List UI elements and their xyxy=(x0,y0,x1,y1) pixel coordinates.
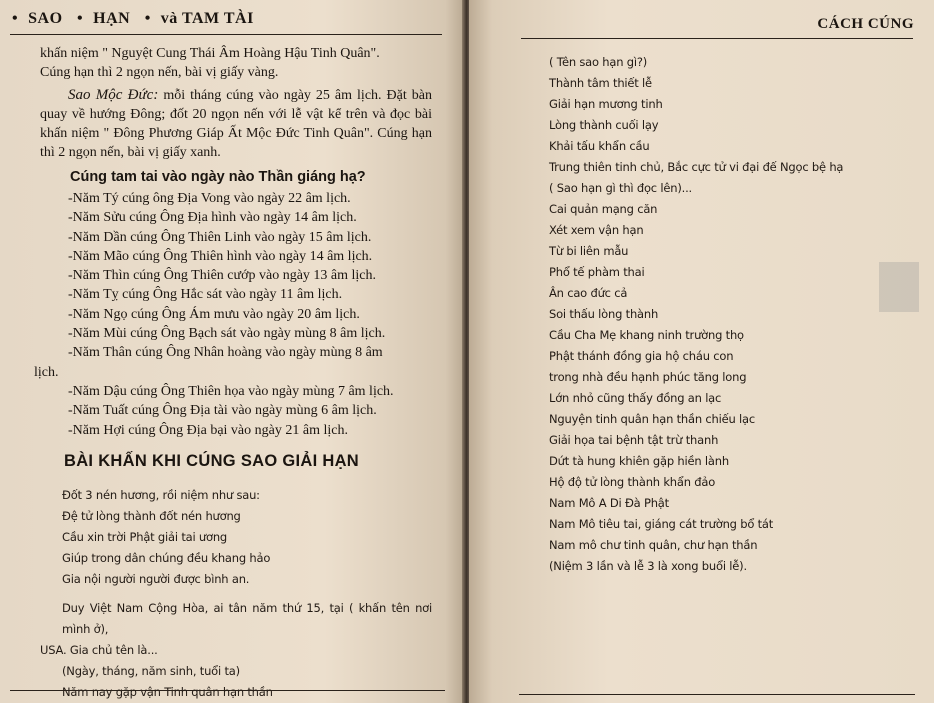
prayer-line: Giải hạn mương tinh xyxy=(549,97,663,111)
right-page xyxy=(469,0,934,703)
header-item-tamtai: và TAM TÀI xyxy=(160,10,254,27)
prayer-line: Nam mô chư tinh quân, chư hạn thần xyxy=(549,538,758,552)
list-item: -Năm Tuất cúng Ông Địa tài vào ngày mùng 6 âm lịch. xyxy=(68,403,377,419)
list-item: -Năm Ngọ cúng Ông Ám mưu vào ngày 20 âm lịch. xyxy=(68,306,360,322)
prayer-block xyxy=(40,485,432,590)
list-item: -Năm Hợi cúng Ông Địa bại vào ngày 21 âm lịch. xyxy=(68,422,348,438)
header-rule-right xyxy=(521,38,913,39)
header-item-sao: SAO xyxy=(28,10,63,27)
prayer-heading: BÀI KHẤN KHI CÚNG SAO GIẢI HẠN xyxy=(64,451,360,470)
prayer-line: trong nhà đều hạnh phúc tăng long xyxy=(549,370,747,384)
header-item-han: HẠN xyxy=(93,10,131,27)
prayer-line: Cầu Cha Mẹ khang ninh trường thọ xyxy=(549,328,744,342)
closing-block xyxy=(40,598,432,703)
prayer-line: Giải họa tai bệnh tật trừ thanh xyxy=(549,433,719,447)
list-item: -Năm Dần cúng Ông Thiên Linh vào ngày 15 âm lịch. xyxy=(68,229,372,245)
list-item: -Năm Mão cúng Ông Thiên hình vào ngày 14 âm lịch. xyxy=(68,248,373,264)
prayer-line: Lòng thành cuối lạy xyxy=(549,118,659,132)
prayer-line: Dứt tà hung khiên gặp hiền lành xyxy=(549,454,729,468)
list-item: -Năm Tỵ cúng Ông Hắc sát vào ngày 11 âm lịch. xyxy=(68,287,343,303)
list-item: -Năm Dậu cúng Ông Thiên họa vào ngày mùng 7 âm lịch. xyxy=(68,383,394,399)
prayer-line: Nam Mô A Di Đà Phật xyxy=(549,496,669,510)
prayer-line: (Niệm 3 lần và lễ 3 là xong buổi lễ). xyxy=(549,559,747,573)
prayer-line: Từ bi liên mẫu xyxy=(549,244,629,258)
closing-line: Năm nay gặp vận Tinh quân hạn thần xyxy=(62,684,273,699)
prayer-line: Khải tấu khẩn cầu xyxy=(549,139,650,153)
para1-line1: khấn niệm " Nguyệt Cung Thái Âm Hoàng Hậu Tinh Quân". xyxy=(40,46,380,61)
prayer-line: Nam Mô tiêu tai, giáng cát trường bổ tát xyxy=(549,517,774,531)
closing-line: USA. Gia chủ tên là... xyxy=(40,642,158,657)
prayer-line: Cầu xin trời Phật giải tai ương xyxy=(62,529,228,544)
prayer-line: Giúp trong dân chúng đều khang hảo xyxy=(62,550,271,565)
closing-line: Duy Việt Nam Cộng Hòa, ai tân năm thứ 15, tại ( khấn tên nơi mình ở), xyxy=(62,600,432,636)
running-header-left xyxy=(12,10,432,28)
para2 xyxy=(40,86,432,162)
list-item: -Năm Thìn cúng Ông Thiên cướp vào ngày 13 âm lịch. xyxy=(68,268,377,284)
prayer-line: Ân cao đức cả xyxy=(549,286,628,300)
header-rule-left xyxy=(10,34,442,35)
prayer-line: Soi thấu lòng thành xyxy=(549,307,659,321)
header-bullet-3: • xyxy=(144,10,151,27)
prayer-line: ( Sao hạn gì thì đọc lên)... xyxy=(549,181,692,195)
list-item: -Năm Thân cúng Ông Nhân hoàng vào ngày mùng 8 âm xyxy=(68,345,383,361)
footer-rule-right xyxy=(519,694,915,695)
prayer-line: Thành tâm thiết lễ xyxy=(549,76,652,90)
prayer-line: Nguyện tinh quân hạn thần chiếu lạc xyxy=(549,412,755,426)
prayer-line: Hộ độ tử lòng thành khẩn đảo xyxy=(549,475,716,489)
list-item: -Năm Mùi cúng Ông Bạch sát vào ngày mùng 8 âm lịch. xyxy=(68,326,386,342)
running-header-right: CÁCH CÚNG xyxy=(817,16,914,32)
prayer-line: Cai quản mạng căn xyxy=(549,202,658,216)
prayer-line: Phổ tế phàm thai xyxy=(549,265,645,279)
para1-line2: Cúng hạn thì 2 ngọn nến, bài vị giấy vàng. xyxy=(40,65,279,80)
prayer-line: Phật thánh đồng gia hộ cháu con xyxy=(549,349,734,363)
list-item: -Năm Sửu cúng Ông Địa hình vào ngày 14 âm lịch. xyxy=(68,210,357,226)
prayer-line: Lớn nhỏ cũng thấy đồng an lạc xyxy=(549,391,722,405)
right-prayer-body xyxy=(549,52,909,577)
prayer-line: Gia nội người người được bình an. xyxy=(62,571,250,586)
tam-tai-heading: Cúng tam tai vào ngày nào Thần giáng hạ? xyxy=(70,169,366,185)
header-bullet-1: • xyxy=(12,10,19,27)
prayer-line: Trung thiên tinh chủ, Bắc cực tử vi đại đế Ngọc bệ hạ xyxy=(549,160,844,174)
para2-title: Sao Mộc Đức: xyxy=(68,87,159,103)
footer-rule-left xyxy=(10,690,445,691)
header-bullet-2: • xyxy=(77,10,84,27)
list-item: -Năm Tý cúng ông Địa Vong vào ngày 22 âm lịch. xyxy=(68,191,351,206)
left-body xyxy=(34,44,432,703)
prayer-line: Xét xem vận hạn xyxy=(549,223,644,237)
left-page xyxy=(0,0,464,703)
prayer-line: Đốt 3 nén hương, rồi niệm như sau: xyxy=(62,487,260,502)
prayer-line: Đệ tử lòng thành đốt nén hương xyxy=(62,508,241,523)
para2-text: mỗi tháng cúng vào ngày 25 âm lịch. Đặt bàn quay về hướng Đông; đốt 20 ngọn nến với lễ vật kể trên và đọc bài khấn niệm " Đông Phương Giáp Ất Mộc Đức Tinh Quân". Cúng hạn thì 2 ngọn nến, bài vị giấy xanh. xyxy=(40,88,432,160)
closing-line: (Ngày, tháng, năm sinh, tuổi ta) xyxy=(62,663,240,678)
prayer-line: ( Tên sao hạn gì?) xyxy=(549,55,648,69)
list-item-continuation: lịch. xyxy=(34,364,59,380)
